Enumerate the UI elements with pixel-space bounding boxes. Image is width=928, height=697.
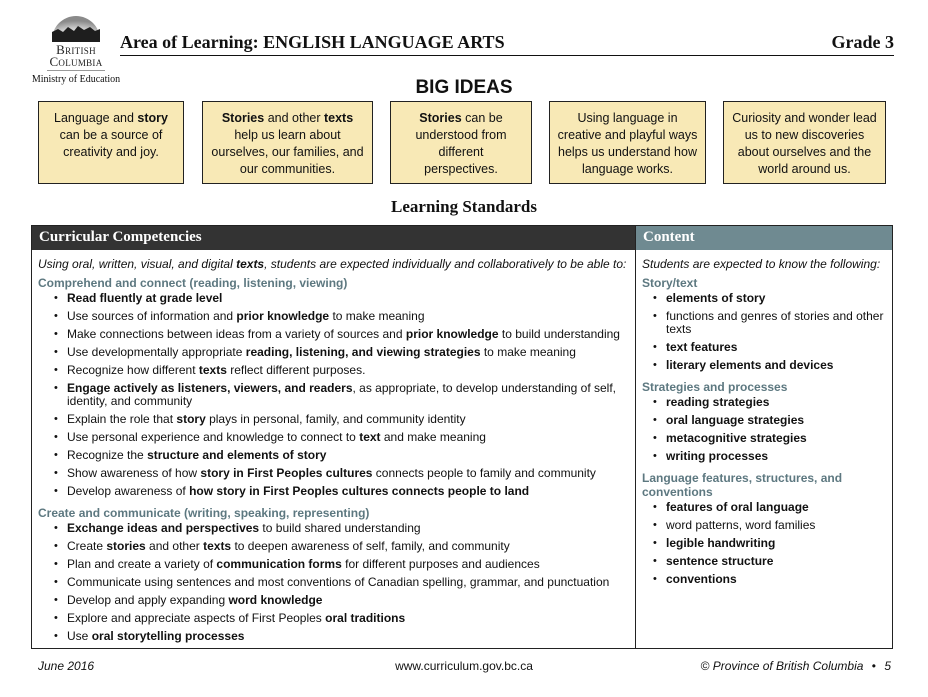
competencies-intro bbox=[32, 250, 635, 271]
footer-separator: • bbox=[871, 659, 876, 673]
text-run: Develop awareness of bbox=[67, 484, 190, 498]
text-run: to make meaning bbox=[329, 309, 425, 323]
content-list bbox=[636, 394, 892, 466]
text-run: Curiosity and wonder lead us to new discoveries about ourselves and the world around us. bbox=[732, 111, 877, 176]
ministry-label: Ministry of Education bbox=[31, 74, 121, 85]
text-run: to build understanding bbox=[498, 327, 620, 341]
emphasized-text: conventions bbox=[666, 572, 737, 586]
emphasized-text: oral language strategies bbox=[666, 413, 805, 427]
content-list bbox=[636, 290, 892, 375]
sunrise-mountains-icon bbox=[48, 10, 104, 44]
page-number: 5 bbox=[884, 659, 891, 673]
emphasized-text: reading, listening, and viewing strategies bbox=[245, 345, 481, 359]
competency-section-title: Create and communicate (writing, speaking, representing) bbox=[38, 506, 370, 520]
emphasized-text: Exchange ideas and perspectives bbox=[67, 521, 260, 535]
content-list-item bbox=[636, 357, 892, 375]
text-run: and other bbox=[264, 111, 324, 125]
bc-logo bbox=[28, 10, 124, 85]
competency-list-item bbox=[32, 429, 635, 447]
content-list-item bbox=[636, 571, 892, 589]
content-sections bbox=[636, 271, 892, 589]
wordmark-columbia: Columbia bbox=[49, 54, 103, 69]
text-run: help us learn about ourselves, our families, and our communities. bbox=[211, 128, 364, 176]
footer-url-link[interactable]: www.curriculum.gov.bc.ca bbox=[395, 659, 533, 673]
emphasized-text: literary elements and devices bbox=[666, 358, 834, 372]
text-run: plays in personal, family, and community identity bbox=[205, 412, 466, 426]
logo-divider bbox=[47, 70, 105, 71]
competency-section-title: Comprehend and connect (reading, listening, viewing) bbox=[38, 276, 348, 290]
competency-list-item bbox=[32, 344, 635, 362]
content-list-item bbox=[636, 499, 892, 517]
content-list-item bbox=[636, 535, 892, 553]
content-list-item bbox=[636, 448, 892, 466]
big-idea-card bbox=[390, 101, 532, 184]
text-run: Plan and create a variety of bbox=[67, 557, 217, 571]
emphasized-text: texts bbox=[203, 539, 232, 553]
big-idea-card bbox=[723, 101, 886, 184]
content-section-title: Story/text bbox=[642, 276, 698, 290]
emphasized-text: Engage actively as listeners, viewers, and readers bbox=[67, 381, 353, 395]
text-run: Develop and apply expanding bbox=[67, 593, 229, 607]
text-run: can be a source of creativity and joy. bbox=[59, 128, 163, 159]
emphasized-text: legible handwriting bbox=[666, 536, 776, 550]
competency-list-item bbox=[32, 592, 635, 610]
text-run: Show awareness of how bbox=[67, 466, 201, 480]
text-run: Explain the role that bbox=[67, 412, 177, 426]
title-bar bbox=[120, 30, 894, 56]
text-run: Recognize how different bbox=[67, 363, 199, 377]
emphasized-text: features of oral language bbox=[666, 500, 809, 514]
competencies-sections bbox=[32, 271, 635, 646]
text-run: Communicate using sentences and most conventions of Canadian spelling, grammar, and punctuation bbox=[67, 575, 610, 589]
curricular-competencies-header: Curricular Competencies bbox=[32, 226, 635, 250]
emphasized-text: Stories bbox=[419, 111, 462, 125]
text-run: Make connections between ideas from a variety of sources and bbox=[67, 327, 406, 341]
emphasized-text: structure and elements of story bbox=[147, 448, 327, 462]
copyright-text: © Province of British Columbia bbox=[700, 659, 864, 673]
emphasized-text: communication forms bbox=[216, 557, 342, 571]
text-run: Using oral, written, visual, and digital bbox=[38, 257, 237, 271]
text-run: Using language in creative and playful ways helps us understand how language works. bbox=[557, 111, 698, 176]
content-section-title: Strategies and processes bbox=[642, 380, 788, 394]
area-of-learning-title: Area of Learning: ENGLISH LANGUAGE ARTS bbox=[120, 32, 505, 52]
content-list-item bbox=[636, 553, 892, 571]
emphasized-text: story bbox=[137, 111, 168, 125]
text-run: Recognize the bbox=[67, 448, 148, 462]
text-run: , as appropriate, to develop understanding of self, identity, and community bbox=[67, 381, 617, 408]
text-run: functions and genres of stories and other texts bbox=[666, 309, 884, 336]
competency-list-item bbox=[32, 610, 635, 628]
competency-list bbox=[32, 290, 635, 501]
competency-list bbox=[32, 520, 635, 646]
big-ideas-heading: BIG IDEAS bbox=[415, 77, 513, 98]
wordmark-british: British bbox=[56, 42, 96, 57]
text-run: and other bbox=[145, 539, 204, 553]
emphasized-text: Read fluently at grade level bbox=[67, 291, 223, 305]
text-run: Explore and appreciate aspects of First Peoples bbox=[67, 611, 326, 625]
text-run: reflect different purposes. bbox=[226, 363, 366, 377]
text-run: word patterns, word families bbox=[666, 518, 816, 532]
competency-list-item bbox=[32, 483, 635, 501]
big-ideas-row bbox=[38, 101, 888, 185]
text-run: connects people to family and community bbox=[372, 466, 596, 480]
text-run: , students are expected individually and collaboratively to be able to: bbox=[264, 257, 627, 271]
emphasized-text: prior knowledge bbox=[236, 309, 330, 323]
competency-list-item bbox=[32, 447, 635, 465]
text-run: Students are expected to know the following: bbox=[642, 257, 881, 271]
competency-list-item bbox=[32, 290, 635, 308]
grade-label: Grade 3 bbox=[831, 32, 894, 52]
content-intro bbox=[636, 250, 892, 271]
big-idea-card bbox=[202, 101, 373, 184]
text-run: can be understood from different perspectives. bbox=[415, 111, 507, 176]
learning-standards-table bbox=[31, 225, 893, 649]
big-idea-card bbox=[38, 101, 184, 184]
text-run: Use personal experience and knowledge to connect to bbox=[67, 430, 360, 444]
emphasized-text: texts bbox=[198, 363, 227, 377]
emphasized-text: texts bbox=[236, 257, 265, 271]
content-column bbox=[636, 226, 892, 648]
emphasized-text: how story in First Peoples cultures connects people to land bbox=[189, 484, 530, 498]
curricular-competencies-column bbox=[32, 226, 636, 648]
emphasized-text: prior knowledge bbox=[405, 327, 499, 341]
competency-list-item bbox=[32, 411, 635, 429]
content-list-item bbox=[636, 308, 892, 339]
emphasized-text: texts bbox=[323, 111, 354, 125]
content-header: Content bbox=[636, 226, 892, 250]
big-idea-card bbox=[549, 101, 706, 184]
content-list-item bbox=[636, 430, 892, 448]
text-run: to build shared understanding bbox=[259, 521, 421, 535]
emphasized-text: oral traditions bbox=[325, 611, 406, 625]
content-list-item bbox=[636, 339, 892, 357]
emphasized-text: word knowledge bbox=[228, 593, 323, 607]
competency-list-item bbox=[32, 628, 635, 646]
content-list-item bbox=[636, 517, 892, 535]
emphasized-text: story in First Peoples cultures bbox=[200, 466, 373, 480]
text-run: and make meaning bbox=[380, 430, 486, 444]
footer-date: June 2016 bbox=[38, 659, 95, 673]
text-run: Use sources of information and bbox=[67, 309, 237, 323]
content-list bbox=[636, 499, 892, 589]
text-run: Language and bbox=[54, 111, 138, 125]
emphasized-text: metacognitive strategies bbox=[666, 431, 807, 445]
competency-list-item bbox=[32, 520, 635, 538]
content-list-item bbox=[636, 412, 892, 430]
emphasized-text: Stories bbox=[221, 111, 265, 125]
emphasized-text: sentence structure bbox=[666, 554, 774, 568]
content-list-item bbox=[636, 394, 892, 412]
competency-list-item bbox=[32, 465, 635, 483]
competency-list-item bbox=[32, 362, 635, 380]
competency-list-item bbox=[32, 556, 635, 574]
text-run: Use developmentally appropriate bbox=[67, 345, 246, 359]
text-run: Create bbox=[67, 539, 107, 553]
competency-list-item bbox=[32, 538, 635, 556]
text-run: to deepen awareness of self, family, and community bbox=[231, 539, 510, 553]
emphasized-text: elements of story bbox=[666, 291, 766, 305]
footer-copyright bbox=[701, 659, 891, 673]
competency-list-item bbox=[32, 308, 635, 326]
text-run: for different purposes and audiences bbox=[341, 557, 540, 571]
emphasized-text: text features bbox=[666, 340, 738, 354]
learning-standards-heading: Learning Standards bbox=[391, 197, 537, 216]
emphasized-text: reading strategies bbox=[666, 395, 770, 409]
emphasized-text: oral storytelling processes bbox=[91, 629, 245, 643]
emphasized-text: writing processes bbox=[666, 449, 769, 463]
text-run: to make meaning bbox=[480, 345, 576, 359]
competency-list-item bbox=[32, 326, 635, 344]
content-list-item bbox=[636, 290, 892, 308]
competency-list-item bbox=[32, 574, 635, 592]
text-run: Use bbox=[67, 629, 92, 643]
emphasized-text: stories bbox=[106, 539, 146, 553]
content-section-title: Language features, structures, and conventions bbox=[642, 471, 843, 499]
emphasized-text: text bbox=[359, 430, 381, 444]
emphasized-text: story bbox=[176, 412, 206, 426]
competency-list-item bbox=[32, 380, 635, 411]
